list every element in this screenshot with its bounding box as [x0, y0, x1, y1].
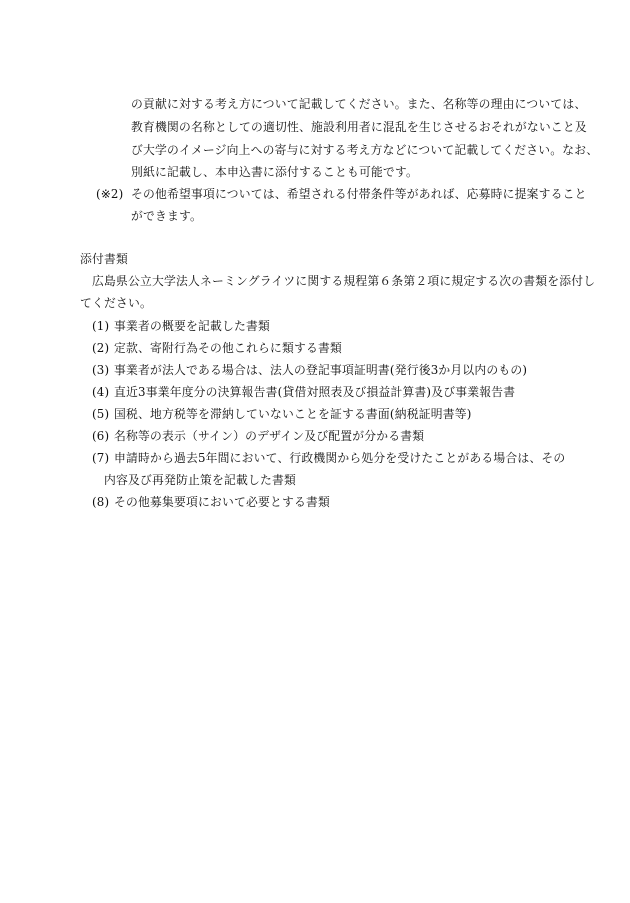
attachment-item-5-text: 国税、地方税等を滞納していないことを証する書面(納税証明書等)	[114, 407, 472, 421]
note1-line-1: の貢献に対する考え方について記載してください。また、名称等の理由については、	[131, 97, 587, 111]
attachment-item-1-text: 事業者の概要を記載した書類	[114, 319, 270, 333]
attachment-item-8-num: (8)	[92, 495, 110, 509]
attachment-item-7-num: (7)	[92, 451, 110, 465]
note1-line-2: 教育機関の名称としての適切性、施設利用者に混乱を生じさせるおそれがないこと及	[131, 120, 587, 134]
attachments-intro-line-2: てください。	[80, 296, 152, 310]
attachment-item-8-text: その他募集要項において必要とする書類	[114, 495, 330, 509]
attachments-heading: 添付書類	[80, 252, 128, 266]
note2-marker: (※2)	[96, 187, 124, 201]
attachment-item-6-num: (6)	[92, 429, 110, 443]
attachment-item-3-text: 事業者が法人である場合は、法人の登記事項証明書(発行後3か月以内のもの)	[114, 363, 528, 377]
note2-line-1: その他希望事項については、希望される付帯条件等があれば、応募時に提案すること	[131, 187, 587, 201]
attachment-item-1-num: (1)	[92, 319, 110, 333]
attachment-item-4-num: (4)	[92, 385, 110, 399]
note2-line-2: ができます。	[131, 209, 203, 223]
attachments-intro-line-1: 広島県公立大学法人ネーミングライツに関する規程第６条第２項に規定する次の書類を添付し	[92, 274, 596, 288]
attachment-item-2-num: (2)	[92, 341, 110, 355]
attachment-item-2-text: 定款、寄附行為その他これらに類する書類	[114, 341, 342, 355]
attachment-item-4-text: 直近3事業年度分の決算報告書(貸借対照表及び損益計算書)及び事業報告書	[114, 385, 516, 399]
attachment-item-7-text: 申請時から過去5年間において、行政機関から処分を受けたことがある場合は、その	[114, 451, 566, 465]
attachment-item-5-num: (5)	[92, 407, 110, 421]
note1-line-3: び大学のイメージ向上への寄与に対する考え方などについて記載してください。なお、	[131, 143, 599, 157]
attachment-item-3-num: (3)	[92, 363, 110, 377]
attachment-item-7-continuation: 内容及び再発防止策を記載した書類	[104, 473, 296, 487]
note1-line-4: 別紙に記載し、本申込書に添付することも可能です。	[131, 165, 418, 179]
attachment-item-6-text: 名称等の表示（サイン）のデザイン及び配置が分かる書類	[114, 429, 425, 443]
